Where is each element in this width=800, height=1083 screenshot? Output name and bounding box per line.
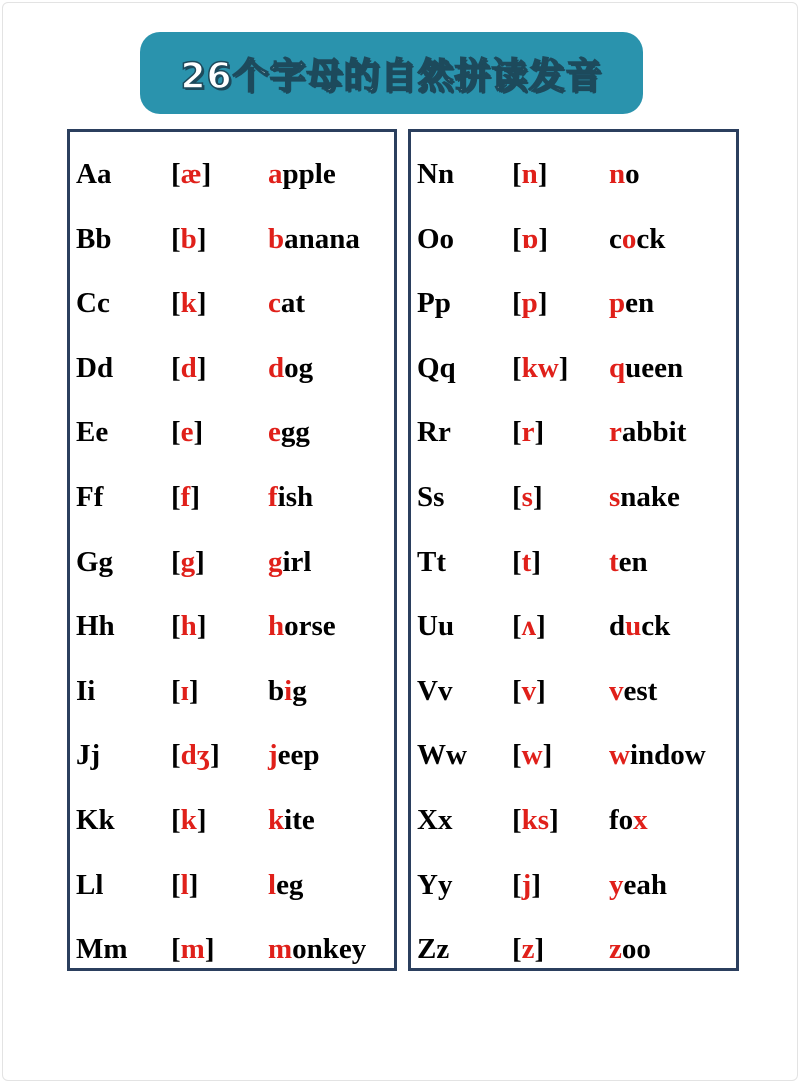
bracket-close: ] — [537, 287, 548, 320]
word-prefix: c — [609, 222, 622, 255]
phonetic-symbol — [512, 863, 541, 907]
phonetic-symbol — [171, 540, 205, 584]
bracket-close: ] — [196, 804, 207, 836]
right-letter-panel — [408, 129, 739, 971]
phonetic-symbol — [171, 346, 206, 390]
word-suffix: en — [625, 287, 655, 320]
phonetic-value: k — [180, 804, 197, 836]
phonetic-value: l — [180, 868, 189, 901]
word-suffix: ueen — [625, 351, 684, 384]
phonetic-value: b — [180, 222, 197, 255]
word-suffix: ite — [284, 804, 315, 836]
example-word — [609, 927, 651, 971]
bracket-open: [ — [171, 739, 181, 772]
bracket-close: ] — [536, 674, 546, 707]
letter-pair: Jj — [76, 739, 101, 772]
letter-pair: Ee — [76, 416, 109, 449]
letter-pair: Rr — [417, 416, 451, 449]
phonetic-value: ʌ — [521, 610, 537, 643]
letter-pair: Gg — [76, 545, 114, 578]
word-highlight: r — [609, 416, 622, 449]
phonetic-value: w — [521, 739, 543, 772]
example-word — [268, 540, 312, 584]
word-prefix: fo — [609, 804, 634, 836]
bracket-open: [ — [171, 804, 181, 836]
phonetic-value: d — [180, 351, 197, 384]
word-suffix: est — [623, 674, 658, 707]
word-suffix: irl — [282, 545, 312, 578]
phonetic-symbol — [512, 798, 559, 842]
example-word — [268, 217, 360, 261]
letter-pair: Mm — [76, 933, 128, 966]
example-word — [609, 540, 648, 584]
bracket-open: [ — [512, 545, 522, 578]
word-suffix: anana — [284, 222, 360, 255]
title-banner — [140, 32, 643, 114]
word-highlight: t — [609, 545, 619, 578]
bracket-open: [ — [512, 868, 522, 901]
letter-pair: Kk — [76, 804, 115, 836]
bracket-open: [ — [171, 481, 181, 513]
phonetic-value: n — [521, 158, 538, 190]
phonetic-value: j — [521, 868, 532, 901]
bracket-close: ] — [534, 416, 545, 449]
bracket-open: [ — [512, 804, 522, 836]
word-suffix: g — [292, 674, 307, 707]
bracket-close: ] — [189, 674, 199, 707]
page-card — [2, 2, 798, 1081]
phonetic-symbol — [171, 733, 220, 777]
letter-pair: Uu — [417, 610, 455, 643]
example-word — [609, 281, 654, 325]
bracket-open: [ — [512, 287, 522, 320]
word-highlight: l — [268, 868, 277, 901]
word-prefix: b — [268, 674, 285, 707]
letter-pair: Ss — [417, 481, 445, 513]
phonetic-symbol — [512, 152, 547, 196]
phonetic-symbol — [171, 798, 206, 842]
example-word — [609, 346, 683, 390]
word-suffix: ish — [277, 481, 314, 513]
phonetic-value: p — [521, 287, 538, 320]
bracket-close: ] — [188, 868, 199, 901]
bracket-close: ] — [549, 804, 559, 836]
example-word — [609, 798, 648, 842]
letter-pair: Zz — [417, 933, 450, 966]
phonetic-value: g — [180, 545, 196, 578]
word-suffix: orse — [284, 610, 336, 643]
phonetic-value: k — [180, 287, 197, 320]
phonetic-symbol — [171, 669, 199, 713]
bracket-open: [ — [512, 351, 522, 384]
word-suffix: indow — [629, 739, 706, 772]
phonetic-value: h — [180, 610, 197, 643]
bracket-close: ] — [542, 739, 553, 772]
word-highlight: i — [284, 674, 293, 707]
phonetic-value: r — [521, 416, 535, 449]
phonetic-symbol — [512, 927, 544, 971]
word-highlight: o — [621, 222, 637, 255]
phonetic-value: e — [180, 416, 194, 449]
word-suffix: eep — [277, 739, 320, 772]
phonetic-symbol — [512, 540, 541, 584]
phonetic-value: f — [180, 481, 191, 513]
example-word — [268, 733, 320, 777]
word-highlight: b — [268, 222, 285, 255]
bracket-close: ] — [537, 158, 548, 190]
word-suffix: abbit — [621, 416, 687, 449]
bracket-close: ] — [196, 287, 207, 320]
bracket-open: [ — [171, 416, 181, 449]
word-suffix: ck — [641, 610, 671, 643]
phonetic-symbol — [512, 604, 546, 648]
word-highlight: m — [268, 933, 293, 966]
word-highlight: j — [268, 739, 278, 772]
bracket-open: [ — [171, 287, 181, 320]
example-word — [609, 217, 665, 261]
bracket-open: [ — [171, 933, 181, 966]
word-highlight: v — [609, 674, 624, 707]
example-word — [268, 798, 315, 842]
word-suffix: onkey — [292, 933, 367, 966]
letter-pair: Ll — [76, 868, 104, 901]
bracket-open: [ — [171, 545, 181, 578]
bracket-open: [ — [171, 158, 181, 190]
example-word — [609, 733, 706, 777]
word-suffix: oo — [621, 933, 651, 966]
bracket-open: [ — [512, 222, 522, 255]
bracket-open: [ — [512, 158, 522, 190]
bracket-open: [ — [512, 610, 522, 643]
letter-pair: Bb — [76, 222, 112, 255]
bracket-close: ] — [532, 481, 543, 513]
bracket-close: ] — [558, 351, 569, 384]
word-highlight: k — [268, 804, 285, 836]
example-word — [609, 152, 640, 196]
example-word — [268, 669, 307, 713]
letter-pair: Pp — [417, 287, 451, 320]
word-highlight: n — [609, 158, 626, 190]
bracket-close: ] — [531, 545, 542, 578]
phonetic-symbol — [171, 410, 203, 454]
letter-pair: Hh — [76, 610, 115, 643]
phonetic-symbol — [512, 217, 548, 261]
phonetic-value: ɪ — [180, 674, 190, 707]
word-highlight: c — [268, 287, 281, 320]
letter-pair: Oo — [417, 222, 455, 255]
phonetic-symbol — [512, 669, 546, 713]
bracket-close: ] — [196, 610, 207, 643]
bracket-open: [ — [512, 416, 522, 449]
example-word — [268, 927, 366, 971]
example-word — [268, 863, 303, 907]
phonetic-value: s — [521, 481, 533, 513]
phonetic-symbol — [512, 475, 543, 519]
phonetic-value: kw — [521, 351, 559, 384]
phonetic-symbol — [171, 152, 211, 196]
bracket-close: ] — [536, 610, 546, 643]
phonetic-symbol — [171, 281, 206, 325]
bracket-close: ] — [196, 351, 207, 384]
phonetic-symbol — [171, 927, 215, 971]
bracket-open: [ — [171, 610, 181, 643]
bracket-open: [ — [512, 739, 522, 772]
example-word — [268, 281, 305, 325]
example-word — [268, 152, 336, 196]
example-word — [268, 410, 310, 454]
bracket-close: ] — [534, 933, 545, 966]
bracket-close: ] — [190, 481, 201, 513]
word-highlight: p — [609, 287, 626, 320]
word-suffix: og — [284, 351, 314, 384]
letter-pair: Ww — [417, 739, 467, 772]
page-title: 26个字母的自然拼读发音 — [180, 55, 603, 97]
bracket-close: ] — [210, 739, 220, 772]
bracket-open: [ — [171, 868, 181, 901]
phonetic-symbol — [512, 346, 568, 390]
word-highlight: h — [268, 610, 285, 643]
bracket-open: [ — [171, 674, 181, 707]
word-highlight: s — [609, 481, 621, 513]
word-highlight: q — [609, 351, 626, 384]
phonetic-symbol — [171, 475, 200, 519]
word-suffix: nake — [620, 481, 680, 513]
word-highlight: a — [268, 158, 283, 190]
bracket-close: ] — [204, 933, 215, 966]
letter-pair: Qq — [417, 351, 456, 384]
phonetic-value: v — [521, 674, 537, 707]
letter-pair: Aa — [76, 158, 112, 190]
word-highlight: d — [268, 351, 285, 384]
word-highlight: u — [625, 610, 642, 643]
bracket-close: ] — [201, 158, 212, 190]
phonetic-symbol — [171, 217, 206, 261]
example-word — [609, 863, 667, 907]
word-highlight: z — [609, 933, 622, 966]
phonetic-value: z — [521, 933, 535, 966]
example-word — [609, 604, 670, 648]
example-word — [609, 475, 680, 519]
word-suffix: ck — [636, 222, 666, 255]
example-word — [609, 410, 686, 454]
word-suffix: gg — [280, 416, 310, 449]
phonetic-symbol — [512, 733, 552, 777]
letter-pair: Vv — [417, 674, 453, 707]
letter-pair: Ff — [76, 481, 104, 513]
left-letter-panel — [67, 129, 397, 971]
phonetic-value: ɒ — [521, 222, 539, 255]
word-suffix: o — [625, 158, 640, 190]
bracket-close: ] — [193, 416, 204, 449]
word-highlight: w — [609, 739, 630, 772]
word-suffix: eg — [276, 868, 304, 901]
bracket-open: [ — [171, 351, 181, 384]
bracket-open: [ — [512, 481, 522, 513]
phonetic-symbol — [171, 863, 198, 907]
example-word — [268, 604, 336, 648]
word-suffix: eah — [623, 868, 667, 901]
letter-pair: Xx — [417, 804, 453, 836]
phonetic-value: dʒ — [180, 739, 211, 772]
word-suffix: at — [280, 287, 306, 320]
word-highlight: g — [268, 545, 283, 578]
phonetic-value: æ — [180, 158, 202, 190]
bracket-open: [ — [171, 222, 181, 255]
bracket-close: ] — [195, 545, 205, 578]
example-word — [268, 475, 313, 519]
word-highlight: x — [633, 804, 648, 836]
phonetic-value: m — [180, 933, 205, 966]
bracket-open: [ — [512, 674, 522, 707]
word-highlight: y — [609, 868, 624, 901]
letter-pair: Ii — [76, 674, 96, 707]
word-suffix: pple — [282, 158, 336, 190]
phonetic-value: t — [521, 545, 532, 578]
example-word — [609, 669, 657, 713]
letter-pair: Yy — [417, 868, 453, 901]
letter-pair: Nn — [417, 158, 455, 190]
word-prefix: d — [609, 610, 626, 643]
phonetic-symbol — [171, 604, 206, 648]
bracket-close: ] — [538, 222, 549, 255]
phonetic-symbol — [512, 281, 547, 325]
word-suffix: en — [618, 545, 648, 578]
letter-pair: Cc — [76, 287, 110, 320]
word-highlight: f — [268, 481, 278, 513]
letter-pair: Dd — [76, 351, 114, 384]
word-highlight: e — [268, 416, 281, 449]
phonetic-symbol — [512, 410, 544, 454]
bracket-close: ] — [196, 222, 207, 255]
bracket-close: ] — [531, 868, 542, 901]
phonetic-value: ks — [521, 804, 550, 836]
example-word — [268, 346, 313, 390]
bracket-open: [ — [512, 933, 522, 966]
letter-pair: Tt — [417, 545, 446, 578]
